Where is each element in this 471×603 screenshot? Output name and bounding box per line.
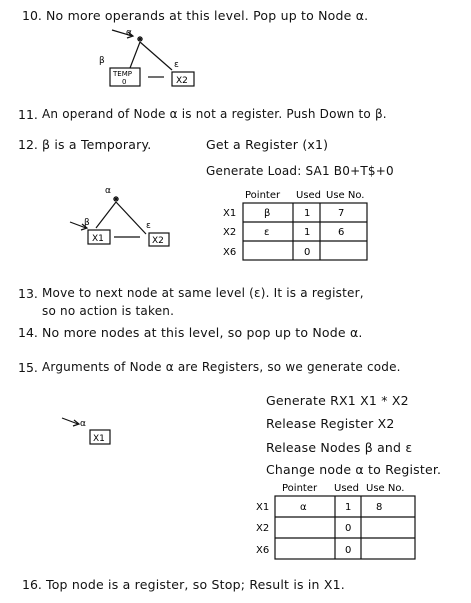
diagram1-x2-label: X2 — [176, 76, 188, 86]
table2-row-pointer: α — [300, 502, 307, 513]
step-15-line-4: Change node α to Register. — [266, 462, 442, 477]
diagram1-alpha-label: α — [126, 28, 132, 38]
table1-row-reg: X6 — [223, 247, 237, 258]
table2-row-reg: X6 — [256, 545, 270, 556]
diagram1-temp-label: TEMP — [113, 70, 132, 78]
table1-row-used: 1 — [304, 227, 311, 238]
table2-row-reg: X2 — [256, 523, 270, 534]
table2-header-pointer: Pointer — [282, 483, 318, 494]
table2-row-useno: 8 — [376, 502, 383, 513]
table1-row-used: 0 — [304, 247, 311, 258]
step-15-text: Arguments of Node α are Registers, so we generate code. — [42, 360, 401, 374]
step-14-number: 14. — [18, 325, 38, 340]
table1-header-used: Used — [296, 190, 322, 201]
step-13-number: 13. — [18, 286, 38, 301]
step-11-number: 11. — [18, 107, 38, 122]
step-15-line-2: Release Register X2 — [266, 416, 395, 431]
step-12-generate-load: Generate Load: SA1 B0+T$+0 — [206, 164, 394, 178]
table1-header-pointer: Pointer — [245, 190, 281, 201]
step-10-number: 10. — [22, 8, 42, 23]
diagram1-temp-sub: 0 — [122, 78, 127, 86]
table1-row-useno: 6 — [338, 227, 345, 238]
step-12-get-register: Get a Register (x1) — [206, 137, 329, 152]
step-11-text: An operand of Node α is not a register. Push Down to β. — [42, 107, 387, 121]
step-10-text: No more operands at this level. Pop up to Node α. — [46, 8, 369, 23]
table2-row-used: 0 — [345, 523, 352, 534]
table1-row-reg: X2 — [223, 227, 237, 238]
diagram3-x1-label: X1 — [93, 434, 105, 444]
step-16-text: Top node is a register, so Stop; Result is in X1. — [46, 577, 345, 592]
table1-row-pointer: β — [264, 208, 271, 219]
diagram2-epsilon-label: ε — [146, 221, 151, 231]
diagram3-alpha-label: α — [80, 419, 86, 429]
step-12-number: 12. — [18, 137, 38, 152]
table2-row-used: 1 — [345, 502, 352, 513]
table2-header-used: Used — [334, 483, 360, 494]
table1-row-reg: X1 — [223, 208, 237, 219]
step-13-text-cont: so no action is taken. — [42, 304, 175, 318]
step-14-text: No more nodes at this level, so pop up to Node α. — [42, 325, 363, 340]
table1-row-used: 1 — [304, 208, 311, 219]
diagram2-beta-label: β — [84, 218, 90, 228]
step-15-number: 15. — [18, 360, 38, 375]
diagram2-alpha-label: α — [105, 186, 111, 196]
table2-row-reg: X1 — [256, 502, 270, 513]
table1-row-pointer: ε — [264, 227, 270, 238]
table1-header-useno: Use No. — [326, 190, 365, 201]
diagram2-x2-label: X2 — [152, 236, 164, 246]
diagram2-x1-label: X1 — [92, 234, 104, 244]
step-13-text: Move to next node at same level (ε). It is a register, — [42, 286, 364, 300]
diagram1-epsilon-label: ε — [174, 60, 179, 70]
table2-row-used: 0 — [345, 545, 352, 556]
table2-header-useno: Use No. — [366, 483, 405, 494]
diagram1-beta-label: β — [99, 56, 105, 66]
step-16-number: 16. — [22, 577, 42, 592]
step-12-text: β is a Temporary. — [42, 137, 152, 152]
step-15-line-3: Release Nodes β and ε — [266, 440, 413, 455]
table1-row-useno: 7 — [338, 208, 345, 219]
step-15-line-1: Generate RX1 X1 * X2 — [266, 393, 409, 408]
